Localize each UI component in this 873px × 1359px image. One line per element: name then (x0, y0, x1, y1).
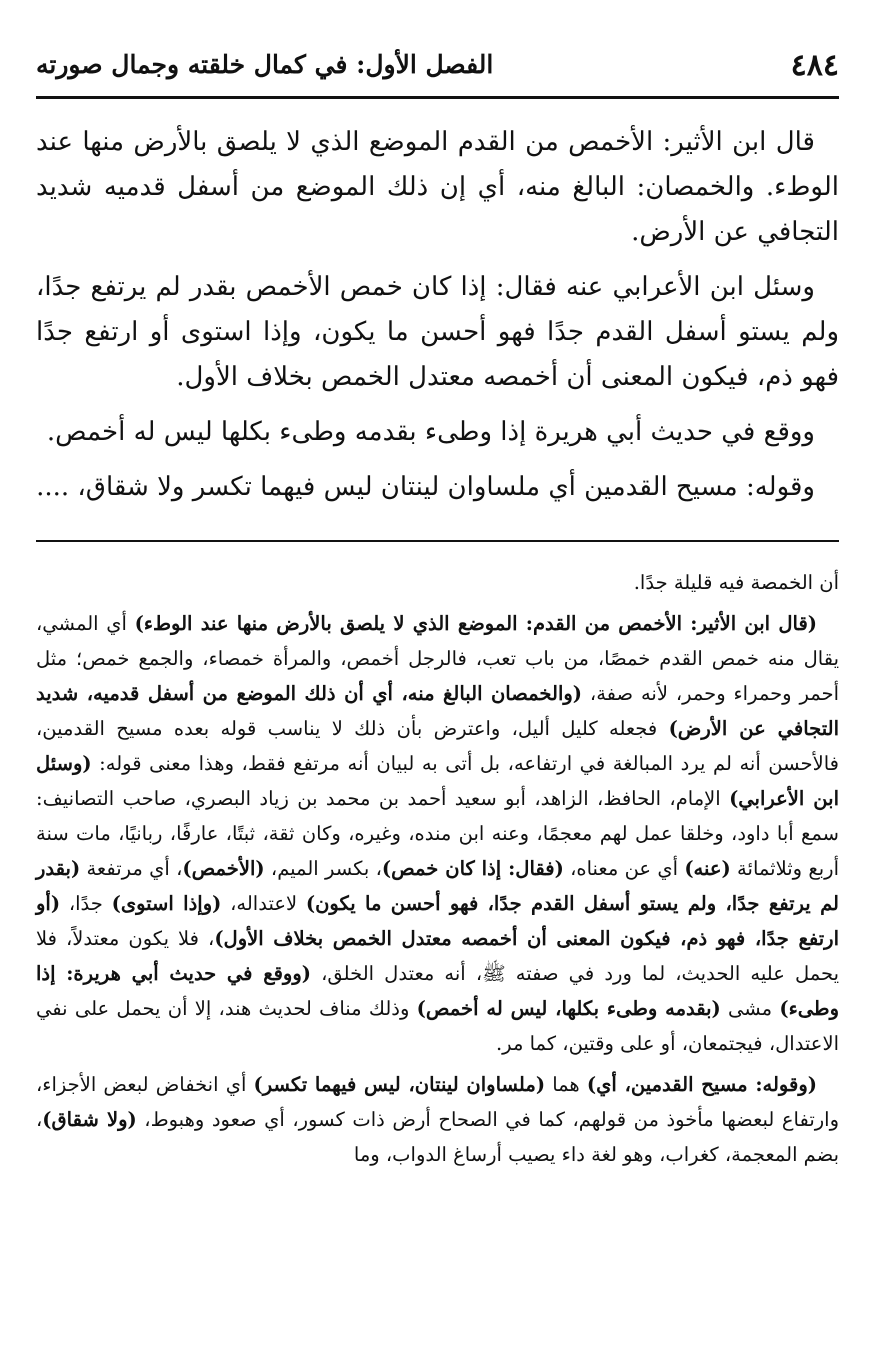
commentary-span: ، أي مرتفعة (80, 857, 183, 880)
commentary-span: مشى (720, 997, 780, 1020)
commentary-span: ، بكسر الميم، (264, 857, 382, 880)
commentary-span: ، فلا يكون معتدلاً، فلا يحمل عليه الحديث، لما ورد في صفته ﷺ، أنه معتدل الخلق، (36, 927, 840, 985)
commentary-text (36, 565, 839, 1178)
commentary-span: فجعله كليل أليل، واعترض بأن ذلك لا يناسب قوله بعده مسيح القدمين، فالأحسن أنه لم يرد المبالغة في ارتفاعه، بل أتى به لبيان أنه مرتفع فقط، وهذا معنى قوله: (36, 717, 839, 775)
commentary-span: أي عن معناه، (563, 857, 685, 880)
quoted-text: (ولا شقاق) (42, 1108, 137, 1131)
commentary-span: وذلك مناف لحديث هند، إلا أن يحمل على نفي الاعتدال، فيجتمعان، أو على وقتين، كما مر. (36, 997, 839, 1055)
quoted-text: (وإذا استوى) (111, 892, 222, 915)
quoted-text: (عنه) (684, 857, 731, 880)
matn-paragraph-3: ووقع في حديث أبي هريرة إذا وطىء بقدمه وطىء بكلها ليس له أخمص. (46, 417, 815, 447)
quoted-text: (قال ابن الأثير: الأخمص من القدم: الموضع الذي لا يلصق بالأرض منها عند الوطء) (134, 612, 817, 635)
commentary-paragraph-0: أن الخمصة فيه قليلة جدًا. (633, 571, 839, 594)
quoted-text: (والخمصان البالغ منه، أي أن ذلك الموضع من أسفل قدميه، شديد التجافي عن الأرض) (36, 682, 839, 740)
quoted-text: (ملساوان لينتان، ليس فيهما تكسر) (253, 1073, 546, 1096)
commentary-span: ، بضم المعجمة، كغراب، وهو لغة داء يصيب أرساغ الدواب، وما (36, 1108, 839, 1166)
quoted-text: (الأخمص) (182, 857, 265, 880)
page-header (36, 40, 839, 98)
quoted-text: (أو ارتفع جدًا، فهو ذم، فيكون المعنى أن أخمصه معتدل الخمص بخلاف الأول) (36, 892, 839, 950)
matn-paragraph-4: وقوله: مسيح القدمين أي ملساوان لينتان ليس فيهما تكسر ولا شقاق، .... (36, 472, 815, 502)
commentary-span: لاعتداله، (221, 892, 306, 915)
quoted-text: (ووقع في حديث أبي هريرة: إذا وطىء) (36, 962, 839, 1020)
commentary-paragraph-2 (36, 1067, 839, 1172)
commentary-span: أي المشي، يقال منه خمص القدم خمصًا، من باب تعب، فالرجل أخمص، والمرأة خمصاء، والجمع خمص؛ مثل أحمر وحمراء وحمر، لأنه صفة، (36, 612, 839, 705)
commentary-span: جدًا، (60, 892, 112, 915)
commentary-paragraph-1 (36, 606, 839, 1061)
quoted-text: (بقدمه وطىء بكلها، ليس له أخمص) (416, 997, 721, 1020)
quoted-text: (وسئل ابن الأعرابي) (36, 752, 839, 810)
header-rule (36, 96, 839, 99)
chapter-title: الفصل الأول: في كمال خلقته وجمال صورته (36, 50, 494, 79)
quoted-text: (فقال: إذا كان خمص) (381, 857, 564, 880)
separator-rule (36, 540, 839, 542)
page-number: ٤٨٤ (790, 48, 839, 83)
quoted-text: (بقدر لم يرتفع جدًا، ولم يستو أسفل القدم جدًا، فهو أحسن ما يكون) (36, 857, 839, 915)
commentary-span: الإمام، الحافظ، الزاهد، أبو سعيد أحمد بن محمد بن زياد البصري، صاحب التصانيف: سمع أبا داود، وخلقا عمل لهم معجمًا، وعنه ابن منده، وغيره، وكان ثقة، ثبتًا، عارفًا، ربانيًا، مات سنة أربع وثلاثمائة (36, 787, 839, 880)
main-text (36, 120, 839, 520)
matn-paragraph-2: وسئل ابن الأعرابي عنه فقال: إذا كان خمص الأخمص بقدر لم يرتفع جدًا، ولم يستو أسفل القدم جدًا فهو أحسن ما يكون، وإذا استوى أو ارتفع جدًا فهو ذم، فيكون المعنى أن أخمصه معتدل الخمص بخلاف الأول. (36, 272, 839, 392)
commentary-span: هما (545, 1073, 587, 1096)
commentary-span: أي انخفاض لبعض الأجزاء، وارتفاع لبعضها مأخوذ من قولهم، كما في الصحاح أرض ذات كسور، أي صعود وهبوط، (36, 1073, 839, 1131)
quoted-text: (وقوله: مسيح القدمين، أي) (586, 1073, 817, 1096)
matn-paragraph-1: قال ابن الأثير: الأخمص من القدم الموضع الذي لا يلصق بالأرض منها عند الوطء. والخمصان: البالغ منه، أي إن ذلك الموضع من أسفل قدميه شديد التجافي عن الأرض. (36, 127, 839, 247)
